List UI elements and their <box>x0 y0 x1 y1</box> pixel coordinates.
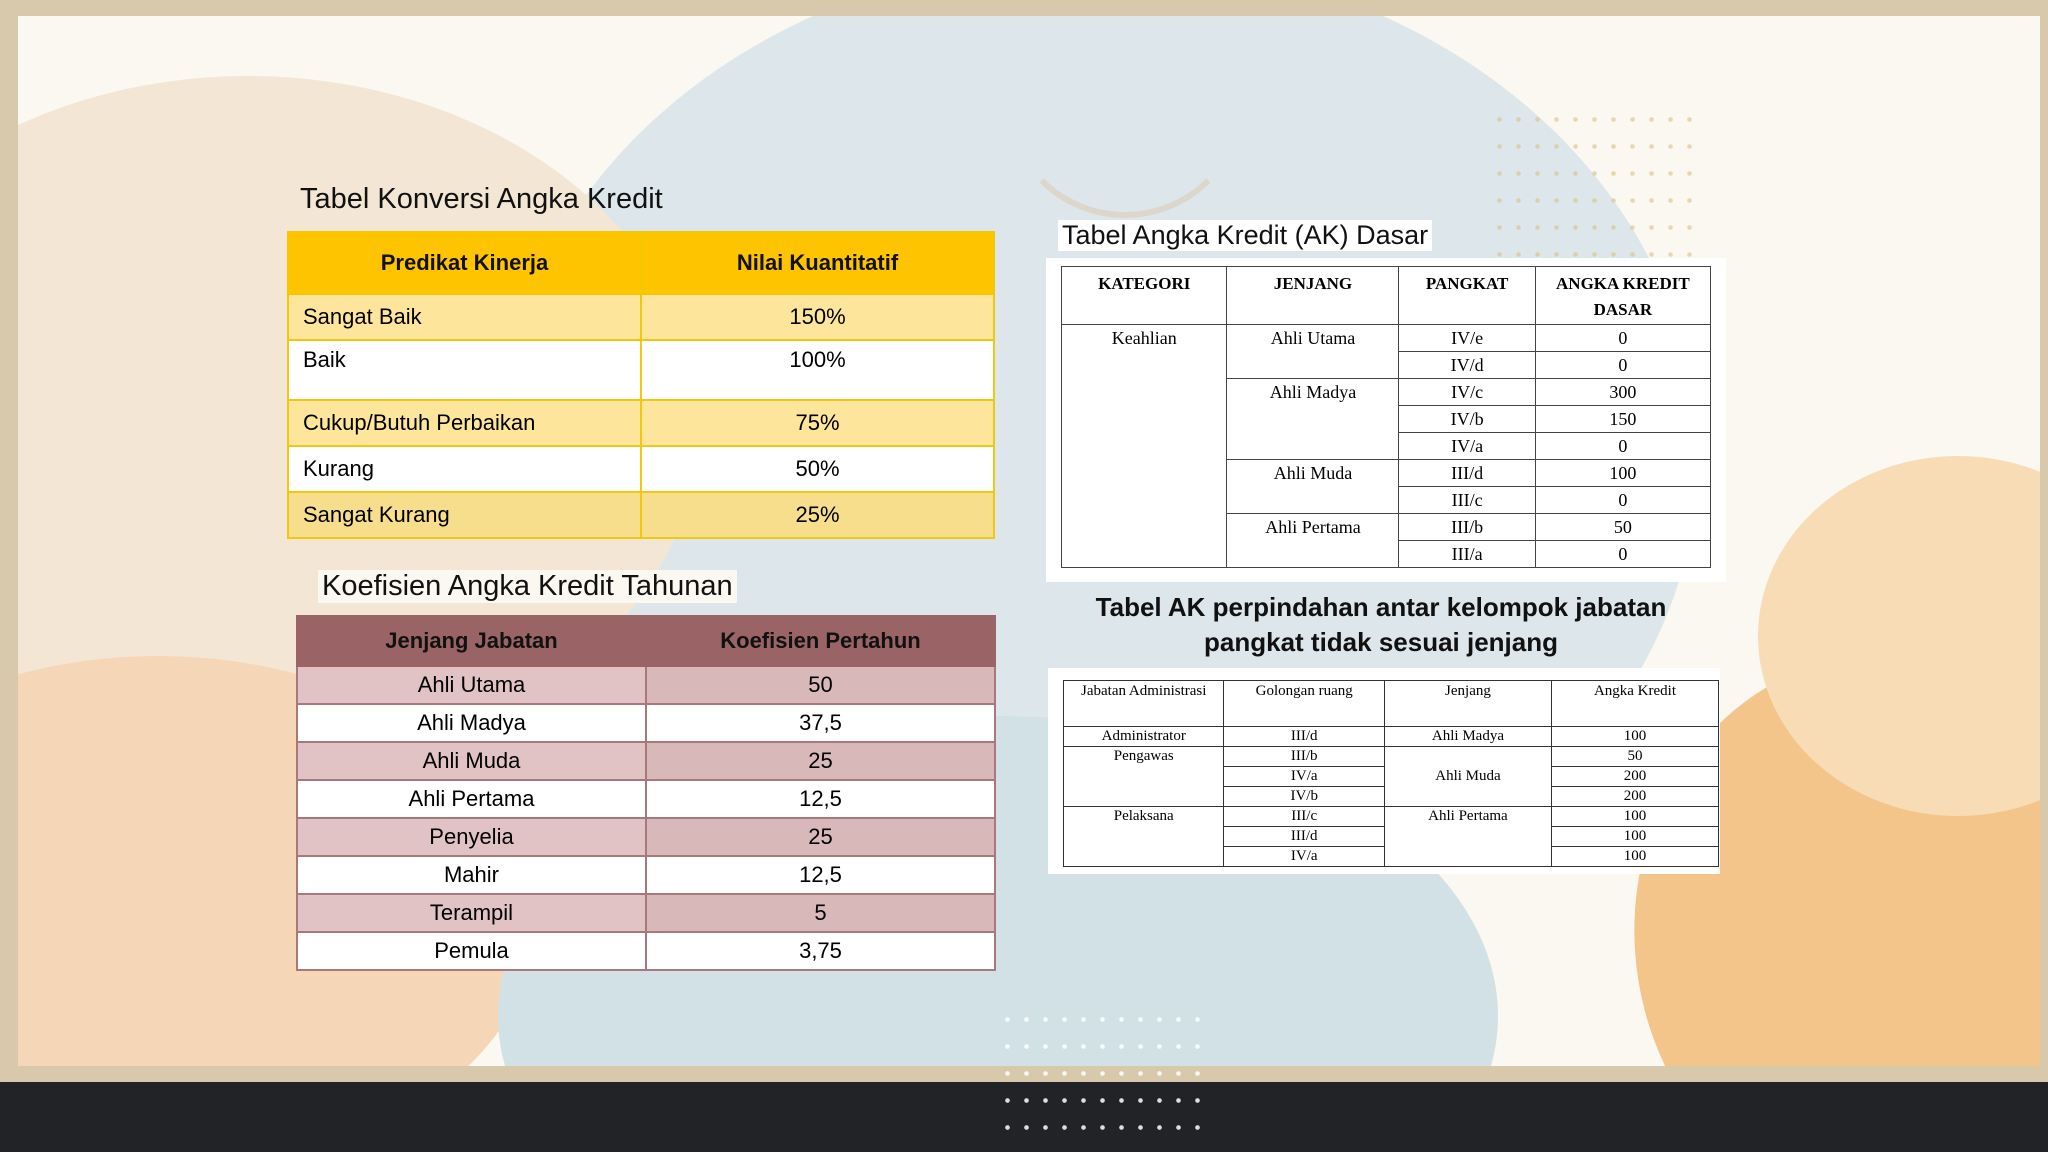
decorative-dots-top <box>1490 106 1700 266</box>
koefisien-cell: 5 <box>646 894 995 932</box>
predikat-cell: Kurang <box>288 446 641 492</box>
table4-header-jenjang: Jenjang <box>1384 681 1551 727</box>
pangkat-cell: IV/d <box>1399 352 1535 379</box>
pangkat-cell: III/b <box>1399 514 1535 541</box>
pangkat-cell: III/c <box>1399 487 1535 514</box>
angka-kredit-cell: 100 <box>1551 807 1718 827</box>
table-row <box>297 666 995 704</box>
table2-header-koefisien: Koefisien Pertahun <box>646 616 995 666</box>
table-row <box>297 704 995 742</box>
nilai-cell: 75% <box>641 400 994 446</box>
predikat-cell: Baik <box>288 340 641 400</box>
table3-title: Tabel Angka Kredit (AK) Dasar <box>1058 220 1432 251</box>
angka-kredit-cell: 50 <box>1551 747 1718 767</box>
jenjang-cell: Pemula <box>297 932 646 970</box>
nilai-cell: 25% <box>641 492 994 538</box>
koefisien-cell: 37,5 <box>646 704 995 742</box>
table3-header-pangkat: PANGKAT <box>1399 267 1535 325</box>
jenjang-cell: Ahli Utama <box>1227 325 1399 379</box>
predikat-cell: Sangat Baik <box>288 294 641 340</box>
angka-kredit-cell: 50 <box>1535 514 1710 541</box>
golongan-cell: III/d <box>1224 727 1384 747</box>
decorative-dots-footer <box>998 1060 1208 1150</box>
nilai-cell: 100% <box>641 340 994 400</box>
koefisien-cell: 25 <box>646 818 995 856</box>
decorative-dots-bottom <box>998 1006 1208 1066</box>
kategori-cell: Keahlian <box>1062 325 1227 568</box>
jenjang-cell: Ahli Utama <box>297 666 646 704</box>
koefisien-cell: 12,5 <box>646 856 995 894</box>
table-row <box>1062 325 1711 352</box>
angka-kredit-cell: 0 <box>1535 541 1710 568</box>
angka-kredit-cell: 200 <box>1551 787 1718 807</box>
angka-kredit-cell: 100 <box>1551 827 1718 847</box>
table-row <box>297 780 995 818</box>
table-row <box>297 932 995 970</box>
pangkat-cell: IV/b <box>1399 406 1535 433</box>
koefisien-cell: 50 <box>646 666 995 704</box>
jenjang-cell: Penyelia <box>297 818 646 856</box>
pangkat-cell: IV/e <box>1399 325 1535 352</box>
golongan-cell: IV/a <box>1224 767 1384 787</box>
jenjang-cell: Ahli Pertama <box>1227 514 1399 568</box>
koefisien-table <box>296 615 996 971</box>
table-row <box>1064 807 1719 827</box>
golongan-cell: III/c <box>1224 807 1384 827</box>
table-row <box>288 400 994 446</box>
table1-title: Tabel Konversi Angka Kredit <box>300 183 663 215</box>
table-row <box>288 446 994 492</box>
golongan-cell: IV/b <box>1224 787 1384 807</box>
table4-title-line2: pangkat tidak sesuai jenjang <box>1204 627 1558 657</box>
table-row <box>288 340 994 400</box>
jenjang-cell: Terampil <box>297 894 646 932</box>
pangkat-cell: IV/a <box>1399 433 1535 460</box>
jenjang-cell: Ahli Madya <box>1384 727 1551 747</box>
table2-title: Koefisien Angka Kredit Tahunan <box>318 570 737 603</box>
ak-dasar-table <box>1061 266 1711 568</box>
table-row <box>1064 727 1719 747</box>
angka-kredit-cell: 0 <box>1535 433 1710 460</box>
angka-kredit-cell: 100 <box>1551 727 1718 747</box>
angka-kredit-cell: 0 <box>1535 487 1710 514</box>
table-row <box>288 492 994 538</box>
jabatan-cell: Pengawas <box>1064 747 1224 807</box>
table1-header-predikat: Predikat Kinerja <box>288 232 641 294</box>
angka-kredit-cell: 150 <box>1535 406 1710 433</box>
table4-title-line1: Tabel AK perpindahan antar kelompok jabatan <box>1095 592 1667 622</box>
golongan-cell: III/d <box>1224 827 1384 847</box>
predikat-cell: Cukup/Butuh Perbaikan <box>288 400 641 446</box>
koefisien-cell: 25 <box>646 742 995 780</box>
jenjang-cell: Mahir <box>297 856 646 894</box>
jenjang-cell: Ahli Pertama <box>1384 807 1551 867</box>
predikat-cell: Sangat Kurang <box>288 492 641 538</box>
angka-kredit-cell: 200 <box>1551 767 1718 787</box>
jenjang-cell: Ahli Muda <box>1384 747 1551 807</box>
golongan-cell: IV/a <box>1224 847 1384 867</box>
nilai-cell: 50% <box>641 446 994 492</box>
table3-header-jenjang: JENJANG <box>1227 267 1399 325</box>
nilai-cell: 150% <box>641 294 994 340</box>
angka-kredit-cell: 100 <box>1535 460 1710 487</box>
jabatan-cell: Pelaksana <box>1064 807 1224 867</box>
pangkat-cell: III/d <box>1399 460 1535 487</box>
konversi-table <box>287 231 995 539</box>
jabatan-cell: Administrator <box>1064 727 1224 747</box>
jenjang-cell: Ahli Madya <box>1227 379 1399 460</box>
angka-kredit-cell: 0 <box>1535 325 1710 352</box>
table3-header-kategori: KATEGORI <box>1062 267 1227 325</box>
jenjang-cell: Ahli Pertama <box>297 780 646 818</box>
table-row <box>1064 747 1719 767</box>
table4-header-angka-kredit: Angka Kredit <box>1551 681 1718 727</box>
table4-header-jabatan: Jabatan Administrasi <box>1064 681 1224 727</box>
table-row <box>297 894 995 932</box>
golongan-cell: III/b <box>1224 747 1384 767</box>
table4-header-golongan: Golongan ruang <box>1224 681 1384 727</box>
table1-header-nilai: Nilai Kuantitatif <box>641 232 994 294</box>
table-row <box>297 856 995 894</box>
pangkat-cell: III/a <box>1399 541 1535 568</box>
jenjang-cell: Ahli Muda <box>297 742 646 780</box>
koefisien-cell: 3,75 <box>646 932 995 970</box>
koefisien-cell: 12,5 <box>646 780 995 818</box>
jenjang-cell: Ahli Madya <box>297 704 646 742</box>
table2-header-jenjang: Jenjang Jabatan <box>297 616 646 666</box>
pangkat-cell: IV/c <box>1399 379 1535 406</box>
ak-perpindahan-table <box>1063 680 1719 867</box>
jenjang-cell: Ahli Muda <box>1227 460 1399 514</box>
angka-kredit-cell: 100 <box>1551 847 1718 867</box>
angka-kredit-cell: 0 <box>1535 352 1710 379</box>
table-row <box>288 294 994 340</box>
table-row <box>297 818 995 856</box>
table3-header-angka-kredit: ANGKA KREDIT DASAR <box>1535 267 1710 325</box>
angka-kredit-cell: 300 <box>1535 379 1710 406</box>
table-row <box>297 742 995 780</box>
